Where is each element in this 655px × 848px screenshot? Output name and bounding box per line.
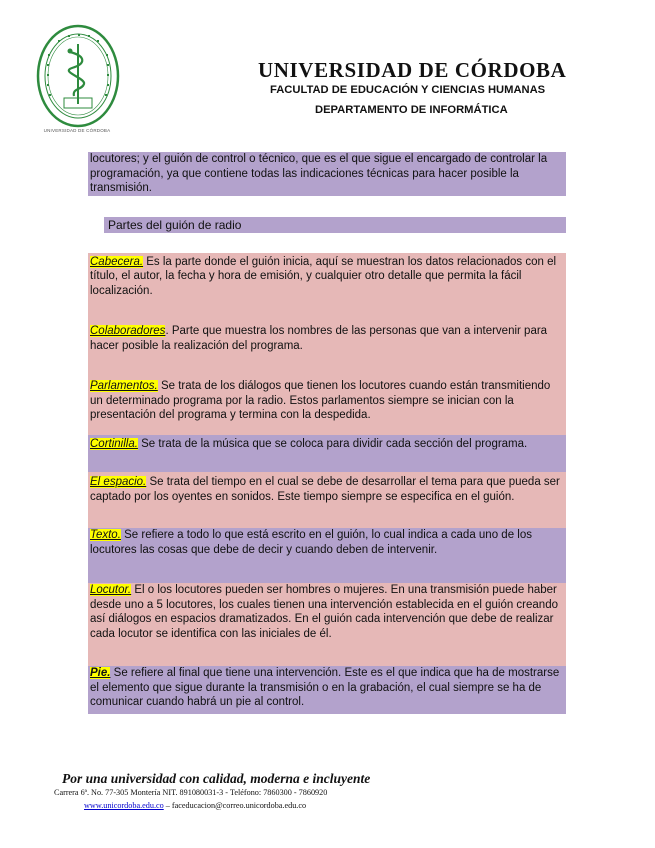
footer-web-line [84,801,306,810]
university-title: UNIVERSIDAD DE CÓRDOBA [258,58,567,82]
footer-motto: Por una universidad con calidad, moderna e incluyente [62,771,371,786]
item-text: Se trata de la música que se coloca para dividir cada sección del programa. [137,437,528,450]
faculty-name: FACULTAD DE EDUCACIÓN Y CIENCIAS HUMANAS [270,84,546,96]
item-el-espacio [88,472,566,508]
item-text: Se trata de los diálogos que tienen los locutores cuando están transmitiendo un determinado programa por la radio. Estos parlamentos siempre se inician con la presentación del programa y termina con la despedida. [90,380,551,421]
university-seal-logo [34,24,122,138]
item-text: Es la parte donde el guión inicia, aquí se muestran los datos relacionados con el título, el autor, la fecha y hora de emisión, y cualquier otro detalle que permita la fácil localización. [90,255,557,297]
term-highlight: Colaboradores [90,325,166,337]
term-highlight: El espacio. [90,476,147,488]
item-text: Se refiere a todo lo que está escrito en el guión, lo cual indica a cada uno de los locutores las cosas que debe de decir y cuando deben de intervenir. [90,529,532,556]
item-text: . Parte que muestra los nombres de las personas que van a intervenir para hacer posible la realización del programa. [90,325,548,352]
item-texto [88,528,566,561]
term-highlight: Locutor. [90,584,132,596]
term-highlight: Parlamentos. [90,380,158,392]
term-highlight: Pie. [90,667,111,679]
logo-caption: UNIVERSIDAD DE CÓRDOBA [43,128,111,133]
item-text: Se refiere al final que tiene una intervención. Este es el que indica que ha de mostrarse el elemento que sigue durante la transmisión o en la grabación, el cual siempre se ha de comunicar cuando habrá un pie al control. [90,667,560,708]
department-name: DEPARTAMENTO DE INFORMÁTICA [315,104,508,116]
item-text: Se trata del tiempo en el cual se debe de desarrollar el tema para que pueda ser captado por los oyentes en sonidos. Este tiempo siempre se especifica en el guión. [90,476,560,503]
item-cabecera [88,253,566,303]
item-text: El o los locutores pueden ser hombres o mujeres. En una transmisión puede haber desde uno a 5 locutores, los cuales tienen una intervención establecida en el guión creando así diálogos en espacios dramatizados. En el guión cada intervención que debe de realizar cada locutor se identifica con las iniciales de él. [90,584,558,640]
document-body [88,152,566,714]
intro-paragraph: locutores; y el guión de control o técnico, que es el que sigue el encargado de controlar la programación, ya que contiene todas las indicaciones técnicas para hacer posible la transmisión. [88,152,566,196]
term-highlight: Cortinilla. [90,437,138,450]
item-pie [88,666,566,714]
website-link[interactable]: www.unicordoba.edu.co [84,801,164,810]
footer-email: – faceducacion@correo.unicordoba.edu.co [163,801,307,810]
item-locutor [88,583,566,645]
item-parlamentos [88,379,566,435]
footer-address: Carrera 6ª. No. 77-305 Montería NIT. 891080031-3 - Teléfono: 7860300 - 7860920 [54,788,328,797]
section-heading: Partes del guión de radio [104,217,566,233]
item-cortinilla [88,435,566,473]
item-colaboradores [88,324,566,357]
term-highlight: Texto. [90,529,121,541]
term-highlight: Cabecera. [90,255,144,268]
